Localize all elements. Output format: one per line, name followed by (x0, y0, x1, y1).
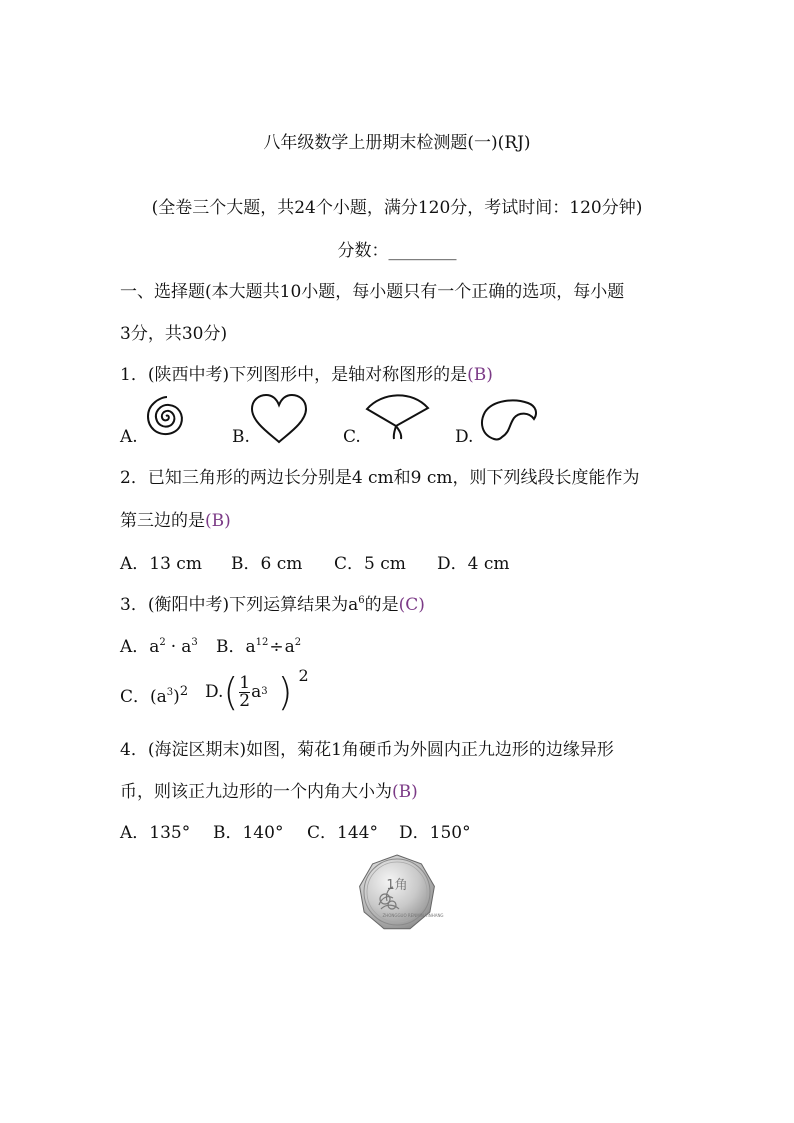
question-2-line2 (120, 506, 231, 531)
q3-option-a (120, 632, 198, 657)
q3-d-left-paren: ( (223, 670, 239, 714)
q3-option-b-label: B． (216, 637, 246, 657)
q1-option-a-label: A. (120, 427, 138, 447)
q2-option-a: A．13 cm (120, 554, 202, 574)
q3-c-close: ) (173, 687, 180, 707)
q4-option-b: B．140° (213, 823, 284, 843)
q3-option-a-label: A． (120, 637, 150, 657)
heart-icon (248, 392, 310, 446)
question-3-stem: 3．(衡阳中考)下列运算结果为a (120, 595, 359, 615)
q3-c-base: (a (150, 687, 167, 707)
q3-c-exp: 3 (166, 687, 174, 698)
q3-option-d-label: D. (205, 682, 224, 702)
q3-b-exp2: 2 (294, 637, 302, 648)
question-3-exponent: 6 (358, 595, 365, 606)
q3-d-numerator: 1 (239, 672, 251, 693)
q2-option-c: C．5 cm (334, 554, 406, 574)
exam-info: (全卷三个大题，共24个小题，满分120分，考试时间：120分钟) (151, 198, 643, 218)
q3-a-base1: a (149, 637, 160, 657)
q3-d-fraction (239, 672, 251, 711)
page-title: 八年级数学上册期末检测题(一)(RJ) (263, 133, 531, 153)
q3-b-op: ÷ (269, 637, 284, 657)
question-2-line1: 2．已知三角形的两边长分别是4 cm和9 cm，则下列线段长度能作为 (120, 468, 640, 488)
q3-b-base2: a (284, 637, 295, 657)
q4-option-c: C．144° (307, 823, 378, 843)
question-2-stem: 第三边的是 (120, 511, 205, 531)
q4-option-a: A．135° (120, 823, 191, 843)
question-1-stem: 1．(陕西中考)下列图形中，是轴对称图形的是 (120, 365, 468, 385)
q3-option-c-label: C． (120, 687, 151, 707)
q3-a-exp1: 2 (159, 637, 166, 648)
q3-d-denominator: 2 (239, 690, 251, 711)
q2-option-b: B．6 cm (231, 554, 303, 574)
q3-d-outer-exp: 2 (298, 666, 309, 685)
spiral-icon (140, 393, 194, 443)
coin-image (357, 853, 444, 933)
q1-option-c-label: C. (343, 427, 361, 447)
crescent-icon (476, 397, 542, 445)
q3-a-exp2: 3 (191, 637, 198, 648)
q4-option-d: D．150° (399, 823, 471, 843)
q3-b-exp1: 12 (255, 637, 269, 648)
question-3 (120, 590, 425, 615)
q3-a-base2: a (181, 637, 192, 657)
q3-option-b (216, 632, 301, 657)
q3-c-outer-exp: 2 (179, 684, 189, 699)
fan-icon (362, 388, 432, 446)
section-heading-line2: 3分，共30分) (120, 324, 228, 344)
q3-d-right-paren: ) (277, 670, 293, 714)
question-3-answer: (C) (398, 595, 425, 615)
question-4-stem: 币，则该正九边形的一个内角大小为 (120, 782, 392, 802)
section-heading-line1: 一、选择题(本大题共10小题，每小题只有一个正确的选项，每小题 (120, 282, 625, 302)
score-field: 分数：________ (337, 241, 457, 261)
question-1-answer: (B) (467, 365, 493, 385)
q3-option-d: D. ( $\frac{1}{2}$ a 3 ) 2 (205, 666, 309, 714)
question-3-stem-end: 的是 (364, 595, 399, 615)
q1-option-b-label: B. (232, 427, 250, 447)
q2-option-d: D．4 cm (437, 554, 510, 574)
coin-edge-text: ZHONGGUO RENMIN YINHANG (382, 913, 444, 918)
question-2-answer: (B) (205, 511, 231, 531)
coin-denomination: 1角 (386, 878, 408, 893)
q3-a-dot: · (170, 637, 177, 657)
q3-b-base1: a (245, 637, 256, 657)
question-4-line2 (120, 777, 418, 802)
q3-d-base: a (251, 682, 262, 702)
question-1 (120, 360, 493, 385)
q3-option-c (120, 682, 188, 707)
question-4-answer: (B) (392, 782, 418, 802)
question-4-line1: 4．(海淀区期末)如图，菊花1角硬币为外圆内正九边形的边缘异形 (120, 740, 614, 760)
q1-option-d-label: D. (455, 427, 474, 447)
